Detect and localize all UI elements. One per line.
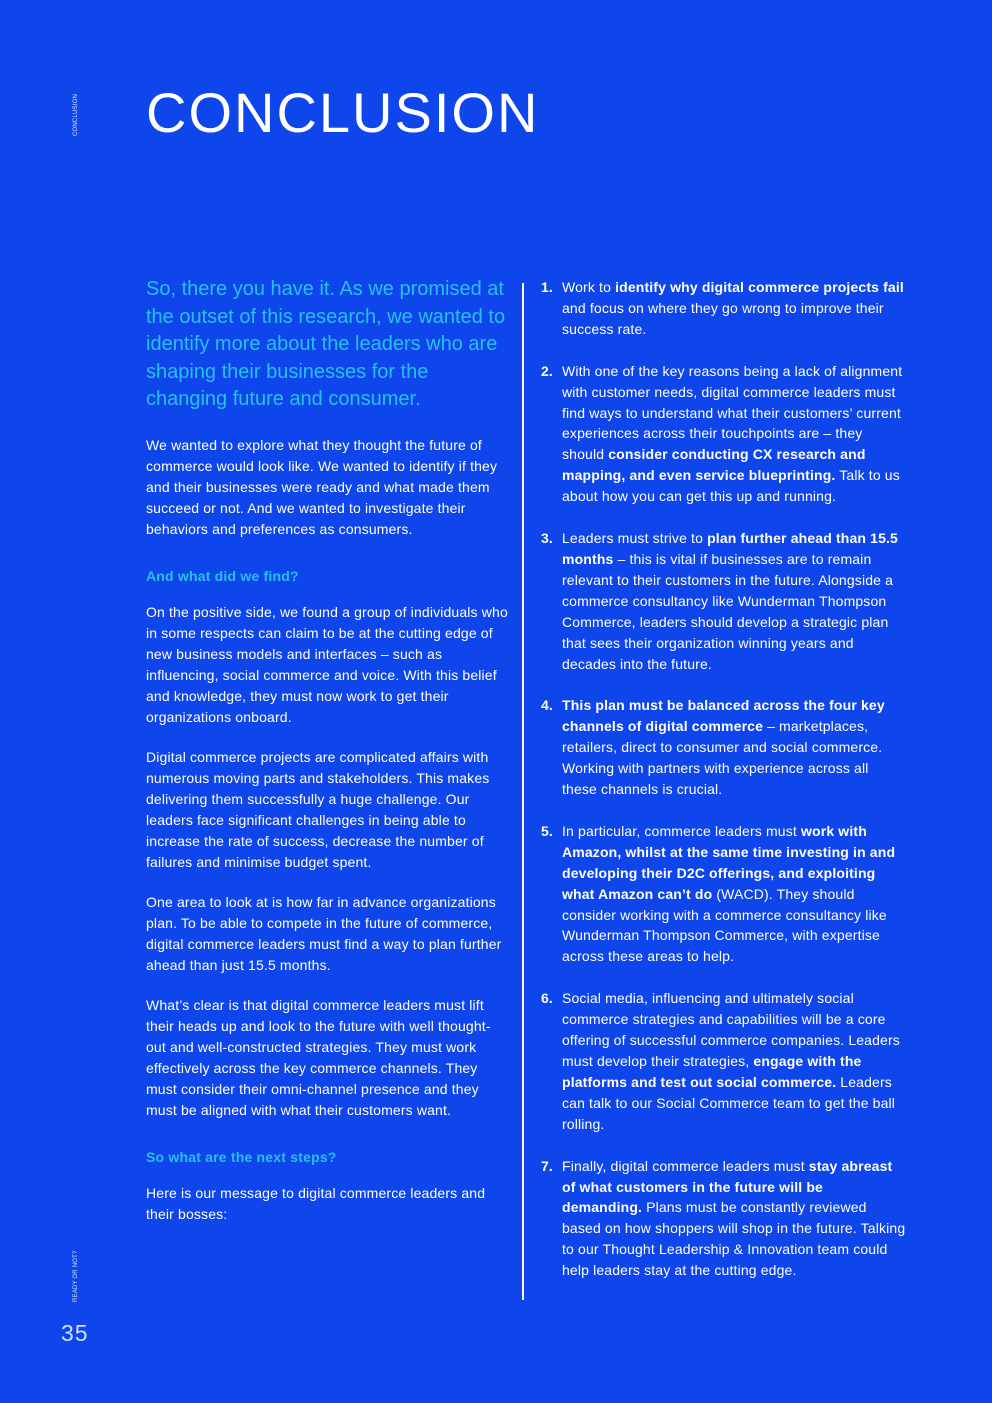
intro-column: [146, 276, 508, 1244]
step-number: 3.: [541, 530, 553, 547]
step-text-emphasis: identify why digital commerce projects fail: [615, 279, 904, 295]
step-text-run: Leaders can talk to our Social Commerce team to get the ball rolling.: [562, 1073, 896, 1132]
step-number: 2.: [541, 362, 553, 379]
step-text-emphasis: stay abreast of what customers in the future will be demanding.: [562, 1157, 893, 1216]
step-number: 1.: [541, 279, 553, 295]
step-text: [562, 361, 906, 507]
lead-paragraph: So, there you have it. As we promised at the outset of this research, we wanted to identify more about the leaders who are shaping their businesses for the changing future and consumer.: [146, 278, 506, 411]
step-item: [541, 277, 906, 340]
step-number: 7.: [541, 1157, 553, 1174]
step-text-run: and focus on where they go wrong to improve their success rate.: [562, 299, 884, 337]
step-text: [562, 277, 906, 340]
next-steps-list: [541, 277, 906, 1302]
step-number: 6.: [541, 990, 553, 1007]
step-text: [562, 1156, 906, 1281]
step-text: [562, 528, 906, 674]
step-text-emphasis: engage with the platforms and test out social commerce.: [562, 1053, 862, 1090]
step-text-emphasis: plan further ahead than 15.5 months: [562, 530, 898, 567]
step-item: [541, 528, 906, 674]
body-paragraph-message: Here is our message to digital commerce leaders and their bosses:: [146, 1184, 486, 1222]
step-text: [562, 988, 906, 1134]
step-item: [541, 988, 906, 1134]
step-text-run: Leaders must strive to: [562, 530, 708, 547]
step-text-run: (WACD). They should consider working with a commerce consultancy like Wunderman Thompson Commerce, with expertise across these areas to help.: [562, 885, 887, 965]
step-text: [562, 695, 906, 800]
publication-label: READY OR NOT?: [73, 1250, 79, 1302]
step-text-emphasis: consider conducting CX research and mapping, and even service blueprinting.: [562, 446, 866, 484]
step-text: [562, 821, 906, 967]
step-text-run: Work to: [562, 279, 616, 295]
body-paragraph-positive: On the positive side, we found a group of individuals who in some respects can claim to be at the cutting edge of new business models and interfaces – such as influencing, social commerce and voice. With this belief and knowledge, they must now work to get their organizations onboard.: [146, 603, 508, 725]
running-header-label: CONCLUSION: [73, 93, 79, 136]
step-item: [541, 821, 906, 967]
step-item: [541, 1156, 906, 1281]
step-text-run: Plans must be constantly reviewed based on how shoppers will shop in the future. Talking to our Thought Leadership & Innovation team could help leaders stay at the cutting edge.: [562, 1199, 906, 1279]
step-text-run: Social media, influencing and ultimately social commerce strategies and capabilities will be a core offering of successful commerce companies. Leaders must develop their strategies,: [562, 990, 900, 1069]
column-divider: [522, 283, 524, 1300]
subheading-next-steps: So what are the next steps?: [146, 1148, 337, 1165]
step-text-run: Finally, digital commerce leaders must: [562, 1157, 809, 1174]
subheading-findings: And what did we find?: [146, 567, 299, 584]
step-number: 4.: [541, 697, 553, 714]
step-text-emphasis: work with Amazon, whilst at the same time investing in and developing their D2C offerings, and exploiting what Amazon can’t do: [562, 822, 896, 902]
step-text-run: With one of the key reasons being a lack of alignment with customer needs, digital commerce leaders must find ways to understand what their customers’ current experiences across their touchpoints are – they should: [562, 362, 903, 463]
step-number: 5.: [541, 822, 553, 839]
body-paragraph-complicated: Digital commerce projects are complicated affairs with numerous moving parts and stakeholders. This makes delivering them successfully a huge challenge. Our leaders face significant challenges in being able to increase the rate of success, decrease the number of failures and minimise budget spent.: [146, 748, 490, 870]
page-title: CONCLUSION: [146, 81, 540, 144]
step-text-run: – this is vital if businesses are to remain relevant to their customers in the future. Alongside a commerce consultancy like Wunderman Thompson Commerce, leaders should develop a strategic plan that sees their organization winning years and decades into the future.: [562, 550, 894, 672]
step-text-run: – marketplaces, retailers, direct to consumer and social commerce. Working with partners with experience across all these channels is crucial.: [562, 718, 883, 798]
body-paragraph-planning: One area to look at is how far in advance organizations plan. To be able to compete in the future of commerce, digital commerce leaders must find a way to plan further ahead than just 15.5 months.: [146, 893, 502, 973]
step-text-run: In particular, commerce leaders must: [562, 822, 801, 839]
step-text-run: Talk to us about how you can get this up and running.: [562, 467, 900, 505]
page-number: 35: [61, 1320, 89, 1346]
step-text-emphasis: This plan must be balanced across the four key channels of digital commerce: [562, 697, 885, 735]
step-item: [541, 361, 906, 507]
body-paragraph-whats-clear: What’s clear is that digital commerce leaders must lift their heads up and look to the future with well thought-out and well-constructed strategies. They must work effectively across the key commerce channels. They must consider their omni-channel presence and they must be aligned with what their customers want.: [146, 996, 491, 1118]
step-item: [541, 695, 906, 800]
body-paragraph-explore: We wanted to explore what they thought the future of commerce would look like. We wanted to identify if they and their businesses were ready and what made them succeed or not. And we wanted to investigate their behaviors and preferences as consumers.: [146, 436, 498, 537]
